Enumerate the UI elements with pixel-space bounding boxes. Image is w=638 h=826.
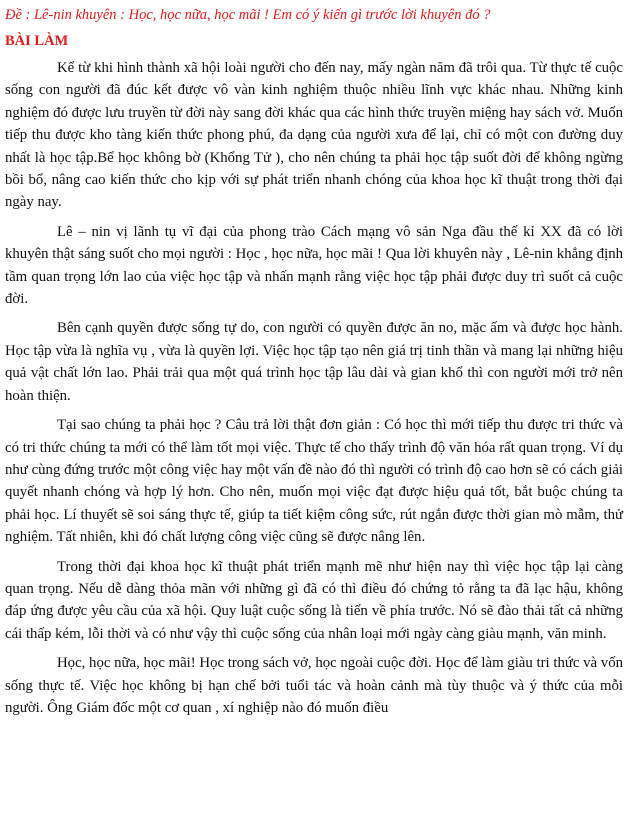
body-paragraph-5: Trong thời đại khoa học kĩ thuật phát triển mạnh mẽ như hiện nay thì việc học tập lại càng quan trọng. Nếu dễ dàng thỏa mãn với những gì đã có thì điều đó chứng tỏ rằng ta đã lạc hậu, không đáp ứng được yêu cầu của xã hội. Quy luật cuộc sống là tiến về phía trước. Nó sẽ đào thải tất cả những cái thấp kém, lỗi thời và có như vậy thì cuộc sống của nhân loại mới ngày càng giàu mạnh, văn minh. bbox=[5, 558, 623, 642]
essay-prompt-title: Đề : Lê-nin khuyên : Học, học nữa, học mãi ! Em có ý kiến gì trước lời khuyên đó ? bbox=[5, 7, 491, 23]
body-paragraph-4: Tại sao chúng ta phải học ? Câu trả lời thật đơn giản : Có học thì mới tiếp thu được tri thức và có tri thức chúng ta mới có thể làm tốt mọi việc. Thực tế cho thấy trình độ văn hóa rất quan trọng. Ví dụ như cùng đứng trước một công việc hay một vấn đề nào đó thì người có trình độ cao hơn sẽ có cách giải quyết nhanh chóng và hợp lý hơn. Cho nên, muốn mọi việc đạt được hiệu quả tốt, bắt buộc chúng ta phải học. Lí thuyết sẽ soi sáng thực tế, giúp ta tiết kiệm công sức, rút ngắn được thời gian mò mẫm, thử nghiệm. Tất nhiên, khi đó chất lượng công việc cũng sẽ được nâng lên. bbox=[5, 417, 623, 546]
body-paragraph-2: Lê – nin vị lãnh tụ vĩ đại của phong trào Cách mạng vô sản Nga đầu thế kỉ XX đã có lời khuyên thật sáng suốt cho mọi người : Học , học nữa, học mãi ! Qua lời khuyên này , Lê-nin khẳng định tầm quan trọng lớn lao của việc học tập và nhấn mạnh rằng việc học tập phải được duy trì suốt cả cuộc đời. bbox=[5, 223, 623, 308]
body-paragraph-1: Kể từ khi hình thành xã hội loài người cho đến nay, mấy ngàn năm đã trôi qua. Từ thực tế cuộc sống con người đã đúc kết được vô vàn kinh nghiệm thuộc nhiều lĩnh vực khác nhau. Những kinh nghiệm đó được lưu truyền từ đời này sang đời khác qua các hình thức truyền miệng hay sách vở. Muốn tiếp thu được kho tàng kiến thức phong phú, đa dạng của người xưa để lại, chỉ có một con đường duy nhất là học tập.Bể học không bờ (Khổng Tử ), cho nên chúng ta phải học tập suốt đời để không ngừng bồi bổ, nâng cao kiến thức cho kịp với sự phát triển nhanh chóng của khoa học kĩ thuật trong thời đại ngày nay. bbox=[5, 60, 623, 211]
section-heading: BÀI LÀM bbox=[5, 33, 69, 49]
body-paragraph-3: Bên cạnh quyền được sống tự do, con người có quyền được ăn no, mặc ấm và được học hành. Học tập vừa là nghĩa vụ , vừa là quyền lợi. Việc học tập tạo nên giá trị tinh thần và mang lại những hiệu quả vật chất lớn lao. Phải trải qua một quá trình học tập lâu dài và gian khổ thì con người mới trở nên hoàn thiện. bbox=[5, 320, 623, 404]
document-page bbox=[5, 6, 623, 726]
body-paragraph-6: Học, học nữa, học mãi! Học trong sách vở, học ngoài cuộc đời. Học để làm giàu tri thức và vốn sống thực tế. Việc học không bị hạn chế bởi tuổi tác và hoàn cảnh mà tùy thuộc và ý thức của mỗi người. Ông Giám đốc một cơ quan , xí nghiệp nào đó muốn điều bbox=[5, 655, 623, 716]
